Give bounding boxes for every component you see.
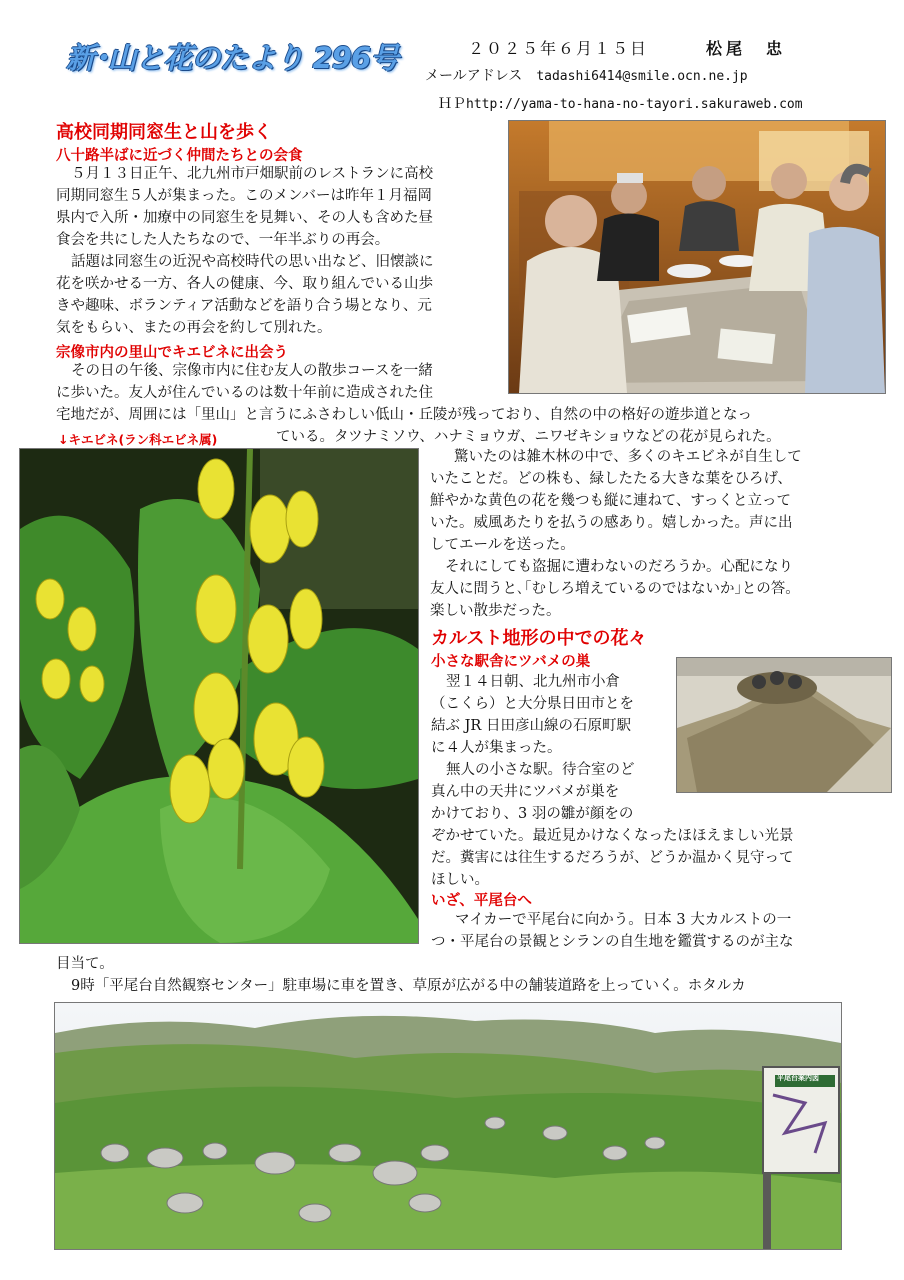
- author-name: 松尾 忠: [706, 39, 787, 58]
- article2-paragraph-3-end: 目当て。: [56, 956, 114, 972]
- email-line: [425, 65, 748, 85]
- kiebine-photo-illustration: [20, 449, 418, 943]
- article1-paragraph-3: その日の午後、宗像市内に住む友人の散歩コースを一緒 に歩いた。友人が住んでいるのは数十年前に造成された住: [56, 363, 433, 401]
- article2-paragraph-2-cont: ぞかせていた。最近見かけなくなったほほえましい光景 だ。糞害には往生するだろうが、どうか温かく見守って ほしい。: [431, 828, 794, 888]
- newsletter-title: 新･山と花のたより 296号: [66, 41, 399, 75]
- kiebine-caption: ↓キエビネ(ラン科エビネ属): [58, 432, 218, 447]
- article2-paragraph-2: 無人の小さな駅。待合室のど 真ん中の天井にツバメが巣を かけており、3 羽の雛が顔をの: [431, 762, 635, 822]
- article1-paragraph-3-end: ている。タツナミソウ、ハナミョウガ、ニワゼキショウなどの花が見られた。: [276, 429, 781, 445]
- article2-subheading-1: 小さな駅舎にツバメの巣: [431, 654, 591, 670]
- homepage-line: [438, 93, 803, 113]
- restaurant-photo-illustration: [509, 121, 885, 393]
- restaurant-group-photo: [508, 120, 886, 394]
- homepage-label: ＨＰ: [438, 96, 466, 112]
- issue-date: ２０２５年６月１５日: [468, 39, 649, 58]
- swallow-nest-photo: [676, 657, 892, 793]
- article1-heading: 高校同期同窓生と山を歩く: [56, 122, 272, 143]
- email-label: メールアドレス: [425, 68, 523, 84]
- article2-paragraph-3: マイカーで平尾台に向かう。日本 3 大カルストの一 つ・平尾台の景観とシランの自生地を鑑賞するのが主な: [431, 912, 794, 950]
- article2-heading: カルスト地形の中での花々: [431, 628, 647, 649]
- article1-paragraph-5: それにしても盗掘に遭わないのだろうか。心配になり 友人に問うと､｢むしろ増えているのではないか｣との答。 楽しい散歩だった。: [430, 559, 800, 619]
- article1-paragraph-4: 驚いたのは雑木林の中で、多くのキエビネが自生して いたことだ。どの株も、緑したたる大きな葉をひろげ、 鮮やかな黄色の花を幾つも縦に連ねて、すっくと立って いた。威風あたりを払うの感あり。嬉しかった。声に出 してエールを送った。: [430, 449, 802, 553]
- article2-paragraph-1: 翌１４日朝、北九州市小倉 （こくら）と大分県日田市とを 結ぶ JR 日田彦山線の石原町駅 に４人が集まった。: [431, 674, 634, 756]
- article1-subheading-2: 宗像市内の里山でキエビネに出会う: [56, 345, 288, 361]
- hiraodai-karst-photo: [54, 1002, 842, 1250]
- email-address[interactable]: tadashi6414@smile.ocn.ne.jp: [536, 69, 748, 84]
- hiraodai-karst-illustration: [55, 1003, 841, 1249]
- homepage-url[interactable]: http://yama-to-hana-no-tayori.sakuraweb.com: [466, 97, 803, 112]
- article2-subheading-2: いざ、平尾台へ: [431, 893, 532, 909]
- article1-subheading-1: 八十路半ばに近づく仲間たちとの会食: [56, 148, 303, 164]
- article1-paragraph-3-cont: 宅地だが、周囲には「里山」と言うにふさわしい低山・丘陵が残っており、自然の中の格好の遊歩道となっ: [56, 407, 752, 423]
- article2-paragraph-4: 9時「平尾台自然観察センター」駐車場に車を置き、草原が広がる中の舗装道路を上っていく。ホタルカ: [71, 978, 746, 994]
- article1-paragraph-2: 話題は同窓生の近況や高校時代の思い出など、旧懐談に 花を咲かせる一方、各人の健康、今、取り組んでいる山歩 きや趣味、ボランティア活動などを語り合う場となり、元 気をもらい、またの再会を約して別れた。: [56, 254, 434, 336]
- kiebine-flower-photo: [19, 448, 419, 944]
- karst-sign-title: 平尾台案内図: [777, 1074, 819, 1082]
- article1-paragraph-1: ５月１３日正午、北九州市戸畑駅前のレストランに高校 同期同窓生５人が集まった。このメンバーは昨年１月福岡 県内で入所・加療中の同窓生を見舞い、その人も含めた昼 食会を共にした人たちなので、一年半ぶりの再会。: [56, 166, 434, 248]
- swallow-nest-illustration: [677, 658, 891, 792]
